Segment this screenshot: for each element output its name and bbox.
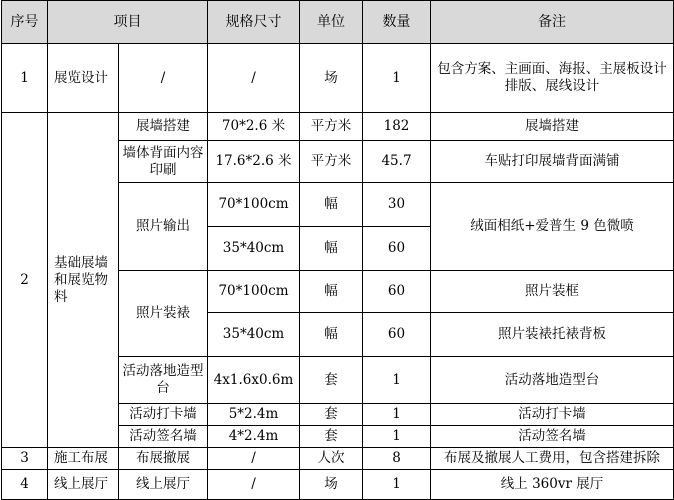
row-item: 照片输出 [119,183,208,271]
table-row [2,113,674,141]
row-qty: 1 [363,404,431,426]
row-project: 线上展厅 [48,470,119,500]
row-note: 包含方案、主画面、海报、主展板设计排版、展线设计 [431,44,674,113]
row-qty: 1 [363,44,431,113]
row-unit: 场 [300,44,363,113]
row-spec: 4*2.4m [208,426,300,448]
header-project: 项目 [48,1,208,44]
row-qty: 45.7 [363,141,431,183]
row-no: 1 [2,44,48,113]
row-project: 施工布展 [48,448,119,470]
header-no: 序号 [2,1,48,44]
row-unit: 幅 [300,313,363,357]
row-item: 墙体背面内容印刷 [119,141,208,183]
row-spec: 35*40cm [208,227,300,271]
row-note: 照片装框 [431,271,674,313]
row-spec: 4x1.6x0.6m [208,357,300,404]
row-spec: 5*2.4m [208,404,300,426]
row-item: / [119,44,208,113]
row-qty: 1 [363,470,431,500]
row-item: 活动签名墙 [119,426,208,448]
row-spec: 70*100cm [208,183,300,227]
row-item: 活动打卡墙 [119,404,208,426]
row-qty: 1 [363,426,431,448]
row-unit: 场 [300,470,363,500]
row-note: 线上 360vr 展厅 [431,470,674,500]
header-spec: 规格尺寸 [208,1,300,44]
row-spec: / [208,44,300,113]
row-no: 4 [2,470,48,500]
row-item: 照片装裱 [119,271,208,357]
row-qty: 8 [363,448,431,470]
row-project: 基础展墙和展览物料 [48,113,119,448]
row-unit: 幅 [300,271,363,313]
row-qty: 182 [363,113,431,141]
row-unit: 平方米 [300,113,363,141]
row-unit: 幅 [300,183,363,227]
row-unit: 套 [300,426,363,448]
row-spec: 35*40cm [208,313,300,357]
row-qty: 60 [363,271,431,313]
row-note: 活动落地造型台 [431,357,674,404]
row-spec: 70*2.6 米 [208,113,300,141]
row-note: 活动打卡墙 [431,404,674,426]
row-no: 3 [2,448,48,470]
row-item: 线上展厅 [119,470,208,500]
row-qty: 1 [363,357,431,404]
table-row [2,470,674,500]
row-spec: / [208,470,300,500]
row-qty: 30 [363,183,431,227]
header-note: 备注 [431,1,674,44]
table-row [2,448,674,470]
header-qty: 数量 [363,1,431,44]
row-spec: / [208,448,300,470]
row-note: 布展及撤展人工费用，包含搭建拆除 [431,448,674,470]
row-project: 展览设计 [48,44,119,113]
row-unit: 套 [300,404,363,426]
row-unit: 平方米 [300,141,363,183]
row-item: 布展撤展 [119,448,208,470]
row-note: 展墙搭建 [431,113,674,141]
row-qty: 60 [363,227,431,271]
row-note: 照片装裱托裱背板 [431,313,674,357]
row-no: 2 [2,113,48,448]
header-unit: 单位 [300,1,363,44]
row-unit: 幅 [300,227,363,271]
row-item: 展墙搭建 [119,113,208,141]
header-row [2,1,674,44]
row-spec: 70*100cm [208,271,300,313]
quote-table [1,0,674,500]
row-item: 活动落地造型台 [119,357,208,404]
table-row [2,44,674,113]
row-note: 车贴打印展墙背面满铺 [431,141,674,183]
row-qty: 60 [363,313,431,357]
row-spec: 17.6*2.6 米 [208,141,300,183]
row-unit: 人次 [300,448,363,470]
row-note: 绒面相纸+爱普生 9 色微喷 [431,183,674,271]
row-unit: 套 [300,357,363,404]
row-note: 活动签名墙 [431,426,674,448]
